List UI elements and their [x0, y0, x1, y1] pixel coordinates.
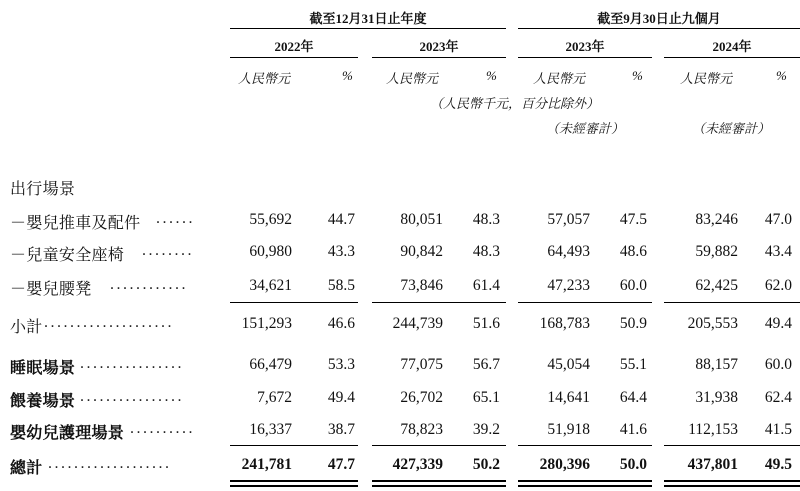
table-cell: 44.7 — [327, 211, 355, 228]
double-rule — [518, 480, 652, 482]
row-label-subtotal: 小計 — [10, 319, 43, 336]
double-rule — [372, 480, 506, 482]
table-cell: 427,339 — [392, 456, 443, 473]
table-cell: 47.7 — [327, 456, 355, 473]
table-cell: 57,057 — [547, 211, 590, 228]
double-rule — [230, 480, 358, 482]
year-rule-2024-nm — [664, 57, 800, 58]
row-label-infant-care: 嬰幼兒護理場景 — [10, 425, 125, 442]
table-cell: 73,846 — [400, 277, 443, 294]
table-cell: 16,337 — [249, 421, 292, 438]
row-label-stroller: －嬰兒推車及配件 — [10, 215, 141, 232]
table-cell: 88,157 — [695, 356, 738, 373]
unit-note: （人民幣千元，百分比除外） — [430, 96, 600, 111]
table-cell: 39.2 — [472, 421, 500, 438]
table-cell: 78,823 — [400, 421, 443, 438]
row-label-travel: 出行場景 — [10, 181, 76, 198]
leader-dots: ...... — [156, 210, 195, 227]
table-cell: 51,918 — [547, 421, 590, 438]
table-cell: 48.3 — [472, 211, 500, 228]
unaudited-label: （未經審計） — [692, 121, 771, 136]
table-cell: 80,051 — [400, 211, 443, 228]
table-cell: 47,233 — [547, 277, 590, 294]
year-rule-2023-nm — [518, 57, 652, 58]
table-cell: 64,493 — [547, 243, 590, 260]
table-cell: 50.2 — [472, 456, 500, 473]
currency-label: 人民幣元 — [680, 71, 733, 86]
period-full-year-header: 截至12月31日止年度 — [309, 11, 427, 26]
leader-dots: .......... — [130, 420, 195, 437]
table-cell: 151,293 — [241, 315, 292, 332]
table-cell: 41.6 — [619, 421, 647, 438]
row-label-sleep: 睡眠場景 — [10, 360, 76, 377]
currency-label: 人民幣元 — [238, 71, 291, 86]
table-cell: 62.4 — [764, 389, 792, 406]
table-cell: 31,938 — [695, 389, 738, 406]
percent-label: % — [776, 68, 787, 83]
row-label-feeding: 餵養場景 — [10, 393, 76, 410]
header-rule-nine-months — [518, 28, 800, 29]
leader-dots: ................ — [80, 388, 184, 405]
table-cell: 62.0 — [764, 277, 792, 294]
table-cell: 26,702 — [400, 389, 443, 406]
table-cell: 112,153 — [688, 421, 738, 438]
table-cell: 58.5 — [327, 277, 355, 294]
table-cell: 61.4 — [472, 277, 500, 294]
table-cell: 53.3 — [327, 356, 355, 373]
table-cell: 45,054 — [547, 356, 590, 373]
table-cell: 48.3 — [472, 243, 500, 260]
table-cell: 50.9 — [619, 315, 647, 332]
table-cell: 56.7 — [472, 356, 500, 373]
leader-dots: ................... — [48, 455, 172, 472]
table-cell: 34,621 — [249, 277, 292, 294]
table-cell: 47.5 — [619, 211, 647, 228]
unaudited-label: （未經審計） — [546, 121, 625, 136]
table-cell: 50.0 — [619, 456, 647, 473]
table-cell: 60.0 — [619, 277, 647, 294]
table-cell: 46.6 — [327, 315, 355, 332]
leader-dots: ............ — [110, 276, 188, 293]
header-rule-full-year — [230, 28, 506, 29]
double-rule — [664, 480, 800, 482]
double-rule — [518, 485, 652, 487]
double-rule — [664, 485, 800, 487]
subtotal-rule — [372, 302, 506, 303]
table-cell: 14,641 — [547, 389, 590, 406]
total-rule — [230, 445, 358, 446]
double-rule — [230, 485, 358, 487]
table-cell: 64.4 — [619, 389, 647, 406]
table-cell: 49.5 — [764, 456, 792, 473]
table-cell: 49.4 — [764, 315, 792, 332]
table-cell: 43.4 — [764, 243, 792, 260]
table-cell: 43.3 — [327, 243, 355, 260]
row-label-total: 總計 — [10, 460, 43, 477]
table-cell: 47.0 — [764, 211, 792, 228]
row-label-car-seat: －兒童安全座椅 — [10, 247, 125, 264]
year-2022-header: 2022年 — [274, 39, 314, 54]
total-rule — [664, 445, 800, 446]
percent-label: % — [342, 68, 353, 83]
table-cell: 244,739 — [392, 315, 443, 332]
leader-dots: .................... — [44, 314, 174, 331]
year-2023-header: 2023年 — [419, 39, 459, 54]
table-cell: 48.6 — [619, 243, 647, 260]
table-cell: 280,396 — [539, 456, 590, 473]
table-cell: 55,692 — [249, 211, 292, 228]
currency-label: 人民幣元 — [386, 71, 439, 86]
period-nine-months-header: 截至9月30日止九個月 — [597, 11, 721, 26]
total-rule — [372, 445, 506, 446]
table-cell: 41.5 — [764, 421, 792, 438]
table-cell: 65.1 — [472, 389, 500, 406]
year-rule-2022 — [230, 57, 358, 58]
table-cell: 49.4 — [327, 389, 355, 406]
currency-label: 人民幣元 — [533, 71, 586, 86]
table-cell: 168,783 — [539, 315, 590, 332]
table-cell: 437,801 — [687, 456, 738, 473]
table-cell: 62,425 — [695, 277, 738, 294]
subtotal-rule — [518, 302, 652, 303]
double-rule — [372, 485, 506, 487]
table-cell: 77,075 — [400, 356, 443, 373]
leader-dots: ........ — [142, 242, 194, 259]
row-label-hip-seat: －嬰兒腰凳 — [10, 281, 92, 298]
subtotal-rule — [230, 302, 358, 303]
total-rule — [518, 445, 652, 446]
table-cell: 66,479 — [249, 356, 292, 373]
year-2024-nine-months-header: 2024年 — [712, 39, 752, 54]
table-cell: 55.1 — [619, 356, 647, 373]
table-cell: 83,246 — [695, 211, 738, 228]
table-cell: 51.6 — [472, 315, 500, 332]
table-cell: 241,781 — [241, 456, 292, 473]
percent-label: % — [486, 68, 497, 83]
percent-label: % — [632, 68, 643, 83]
table-cell: 59,882 — [695, 243, 738, 260]
leader-dots: ................ — [80, 355, 184, 372]
table-cell: 7,672 — [257, 389, 292, 406]
table-cell: 60,980 — [249, 243, 292, 260]
table-cell: 38.7 — [327, 421, 355, 438]
table-cell: 60.0 — [764, 356, 792, 373]
table-cell: 90,842 — [400, 243, 443, 260]
table-cell: 205,553 — [687, 315, 738, 332]
year-2023-nine-months-header: 2023年 — [565, 39, 605, 54]
subtotal-rule — [664, 302, 800, 303]
year-rule-2023 — [372, 57, 506, 58]
